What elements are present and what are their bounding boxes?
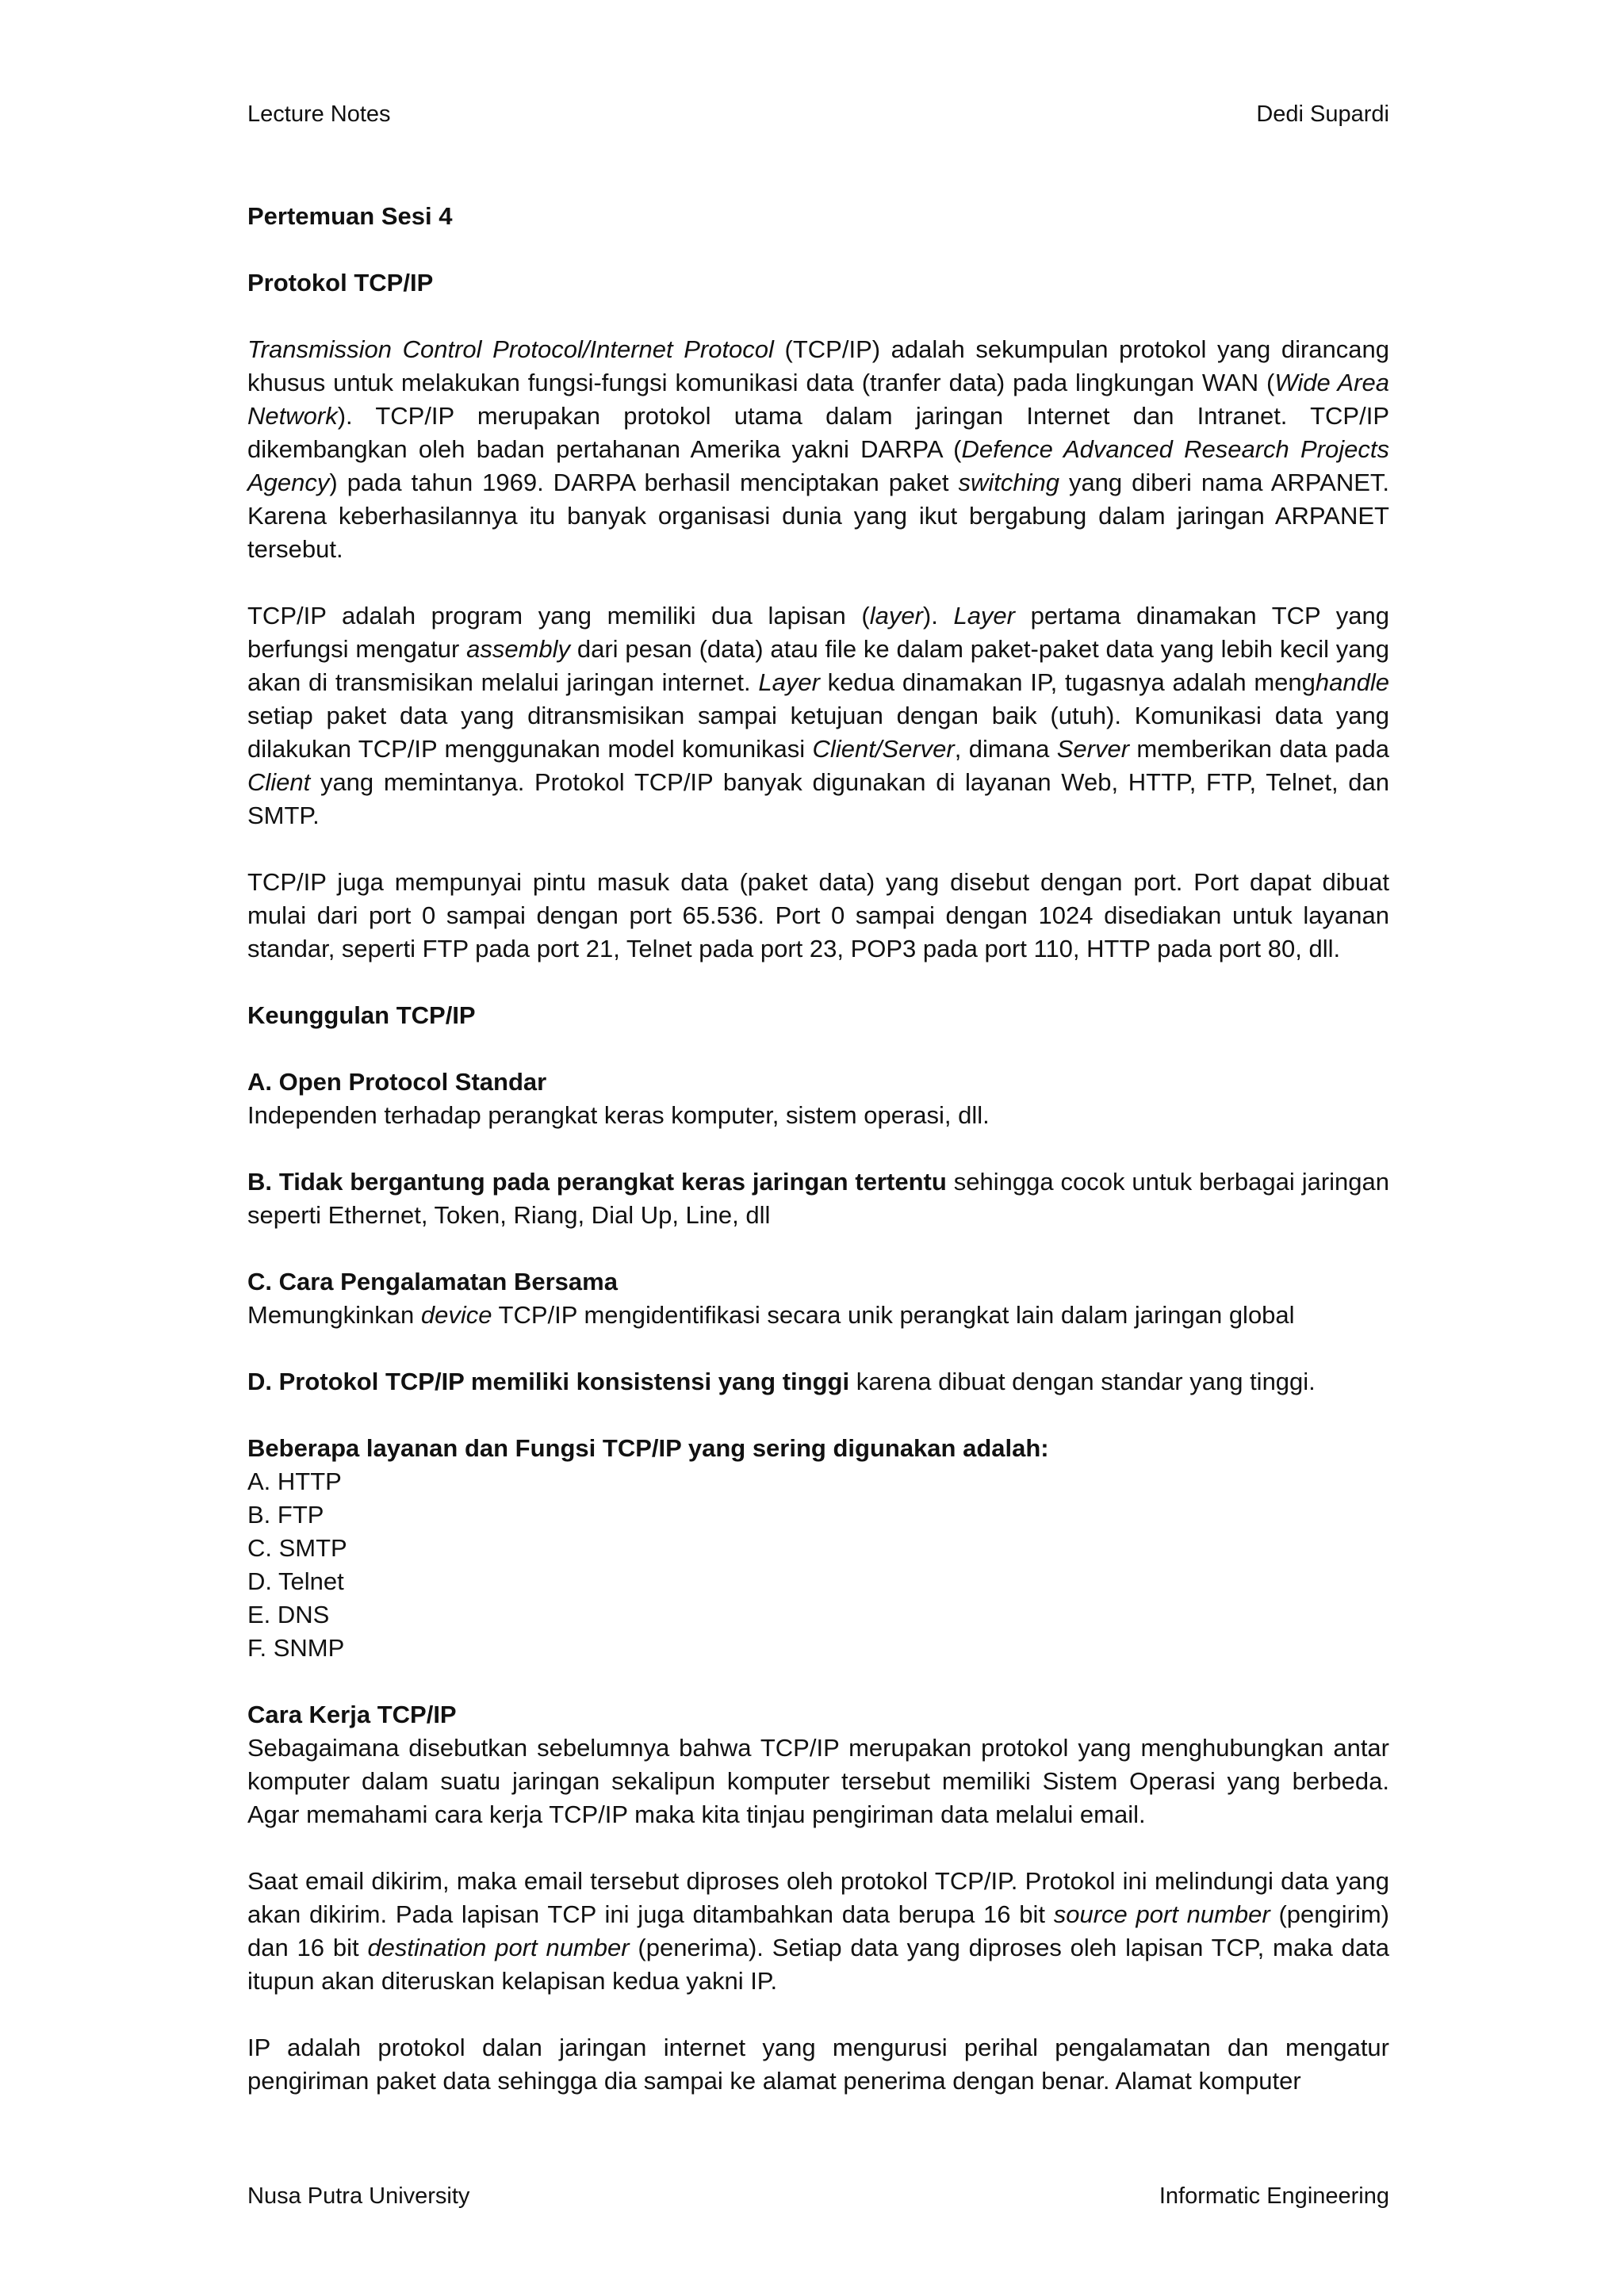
list-item: F. SNMP: [247, 1634, 345, 1662]
document-body: [247, 200, 1389, 2098]
services-heading: Beberapa layanan dan Fungsi TCP/IP yang sering digunakan adalah:: [247, 1434, 1049, 1462]
layers-paragraph: TCP/IP adalah program yang memiliki dua lapisan (layer). Layer pertama dinamakan TCP yang berfungsi mengatur assembly dari pesan (data) atau file ke dalam paket-paket data yang lebih kecil yang akan di transmisikan melalui jaringan internet. Layer kedua dinamakan IP, tugasnya adalah menghandle setiap paket data yang ditransmisikan sampai ketujuan dengan baik (utuh). Komunikasi data yang dilakukan TCP/IP menggunakan model komunikasi Client/Server, dimana Server memberikan data pada Client yang memintanya. Protokol TCP/IP banyak digunakan di layanan Web, HTTP, FTP, Telnet, dan SMTP.: [247, 602, 1389, 829]
how-it-works-paragraph-1: Sebagaimana disebutkan sebelumnya bahwa TCP/IP merupakan protokol yang menghubungkan antar komputer dalam suatu jaringan sekalipun komputer tersebut memiliki Sistem Operasi yang berbeda. Agar memahami cara kerja TCP/IP maka kita tinjau pengiriman data melalui email.: [247, 1734, 1389, 1828]
list-item: A. HTTP: [247, 1468, 342, 1495]
advantage-b: B. Tidak bergantung pada perangkat keras jaringan tertentu sehingga cocok untuk berbagai jaringan seperti Ethernet, Token, Riang, Dial Up, Line, dll: [247, 1168, 1389, 1229]
list-item: B. FTP: [247, 1501, 324, 1529]
list-item: C. SMTP: [247, 1534, 347, 1562]
footer-left: Nusa Putra University: [247, 2183, 470, 2209]
advantage-c-title: C. Cara Pengalamatan Bersama: [247, 1268, 618, 1295]
advantage-a-title: A. Open Protocol Standar: [247, 1068, 547, 1096]
advantage-d: D. Protokol TCP/IP memiliki konsistensi yang tinggi karena dibuat dengan standar yang tinggi.: [247, 1368, 1316, 1395]
intro-paragraph: Transmission Control Protocol/Internet Protocol (TCP/IP) adalah sekumpulan protokol yang dirancang khusus untuk melakukan fungsi-fungsi komunikasi data (tranfer data) pada lingkungan WAN (Wide Area Network). TCP/IP merupakan protokol utama dalam jaringan Internet dan Intranet. TCP/IP dikembangkan oleh badan pertahanan Amerika yakni DARPA (Defence Advanced Research Projects Agency) pada tahun 1969. DARPA berhasil menciptakan paket switching yang diberi nama ARPANET. Karena keberhasilannya itu banyak organisasi dunia yang ikut bergabung dalam jaringan ARPANET tersebut.: [247, 335, 1389, 563]
topic-title: Protokol TCP/IP: [247, 269, 434, 297]
advantage-c-text: Memungkinkan device TCP/IP mengidentifikasi secara unik perangkat lain dalam jaringan global: [247, 1301, 1295, 1329]
advantage-a-text: Independen terhadap perangkat keras komputer, sistem operasi, dll.: [247, 1101, 990, 1129]
ports-paragraph: TCP/IP juga mempunyai pintu masuk data (paket data) yang disebut dengan port. Port dapat dibuat mulai dari port 0 sampai dengan port 65.536. Port 0 sampai dengan 1024 disediakan untuk layanan standar, seperti FTP pada port 21, Telnet pada port 23, POP3 pada port 110, HTTP pada port 80, dll.: [247, 868, 1389, 962]
how-it-works-paragraph-3: IP adalah protokol dalan jaringan internet yang mengurusi perihal pengalamatan dan mengatur pengiriman paket data sehingga dia sampai ke alamat penerima dengan benar. Alamat komputer: [247, 2034, 1389, 2095]
page-header: [247, 98, 1389, 130]
page-footer: [247, 2180, 1389, 2212]
list-item: D. Telnet: [247, 1567, 344, 1595]
how-it-works-paragraph-2: Saat email dikirim, maka email tersebut diproses oleh protokol TCP/IP. Protokol ini melindungi data yang akan dikirim. Pada lapisan TCP ini juga ditambahkan data berupa 16 bit source port number (pengirim) dan 16 bit destination port number (penerima). Setiap data yang diproses oleh lapisan TCP, maka data itupun akan diteruskan kelapisan kedua yakni IP.: [247, 1867, 1389, 1995]
header-right: Dedi Supardi: [1256, 101, 1389, 127]
header-left: Lecture Notes: [247, 101, 391, 127]
footer-right: Informatic Engineering: [1159, 2183, 1389, 2209]
advantages-heading: Keunggulan TCP/IP: [247, 1001, 476, 1029]
list-item: E. DNS: [247, 1601, 330, 1628]
session-title: Pertemuan Sesi 4: [247, 202, 453, 230]
how-it-works-heading: Cara Kerja TCP/IP: [247, 1701, 457, 1728]
